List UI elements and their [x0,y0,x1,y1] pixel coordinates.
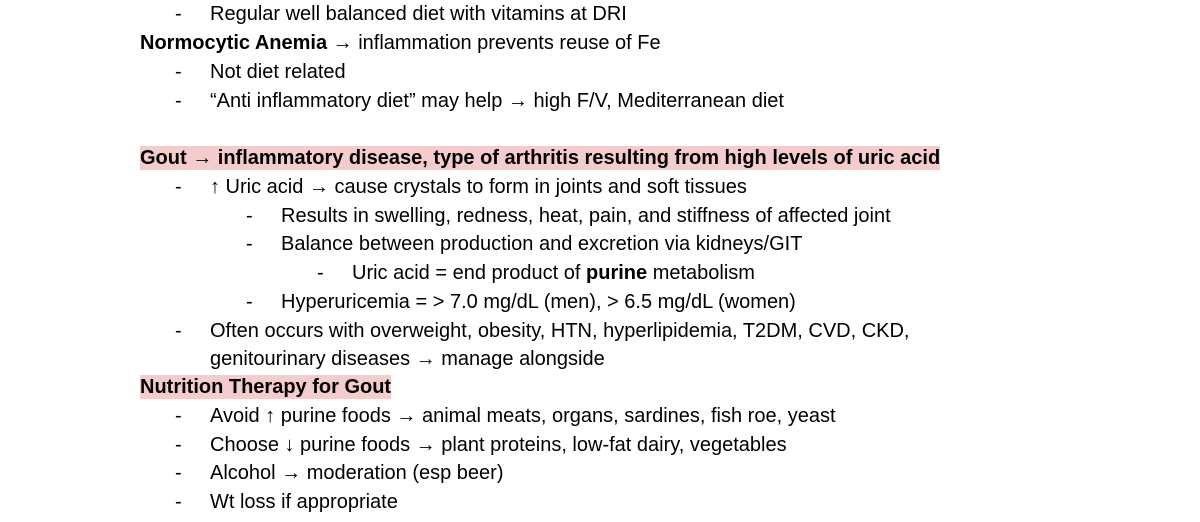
bullet-dash: - [175,176,182,198]
list-item: Avoid ↑ purine foods → animal meats, organs, sardines, fish roe, yeast [210,405,836,427]
list-item: Results in swelling, redness, heat, pain, and stiffness of affected joint [281,205,891,227]
list-item-continuation: genitourinary diseases → manage alongside [210,348,605,370]
nutrition-therapy-heading-text: Nutrition Therapy for Gout [140,376,392,398]
bullet-dash: - [175,320,182,342]
metabolism-text: metabolism [647,262,755,284]
bullet-dash: - [175,3,182,25]
list-item: Hyperuricemia = > 7.0 mg/dL (men), > 6.5 mg/dL (women) [281,291,796,313]
normocytic-anemia-title: Normocytic Anemia [140,32,328,54]
list-item: Not diet related [210,61,346,83]
bullet-dash: - [175,405,182,427]
normocytic-anemia-description: → inflammation prevents reuse of Fe [327,32,661,54]
bullet-dash: - [175,90,182,112]
normocytic-anemia-line [140,29,661,58]
list-item: Balance between production and excretion via kidneys/GIT [281,233,803,255]
list-item: ↑ Uric acid → cause crystals to form in joints and soft tissues [210,176,747,198]
list-item: “Anti inflammatory diet” may help → high F/V, Mediterranean diet [210,90,784,112]
bullet-dash: - [246,205,253,227]
list-item: Often occurs with overweight, obesity, HTN, hyperlipidemia, T2DM, CVD, CKD, [210,320,910,342]
purine-bold-text: purine [586,262,648,284]
uric-acid-text: Uric acid = end product of [352,262,587,284]
bullet-dash: - [317,262,324,284]
bullet-dash: - [175,434,182,456]
list-item: Wt loss if appropriate [210,491,398,513]
bullet-dash: - [175,61,182,83]
gout-heading-text: Gout → inflammatory disease, type of arthritis resulting from high levels of uric acid [140,147,941,169]
list-item: Alcohol → moderation (esp beer) [210,462,504,484]
list-item: Choose ↓ purine foods → plant proteins, low-fat dairy, vegetables [210,434,787,456]
gout-heading [140,144,940,173]
bullet-dash: - [246,233,253,255]
bullet-dash: - [175,491,182,513]
bullet-dash: - [246,291,253,313]
nutrition-therapy-heading [140,373,391,402]
list-item: Regular well balanced diet with vitamins at DRI [210,3,627,25]
bullet-dash: - [175,462,182,484]
list-item [352,259,755,288]
